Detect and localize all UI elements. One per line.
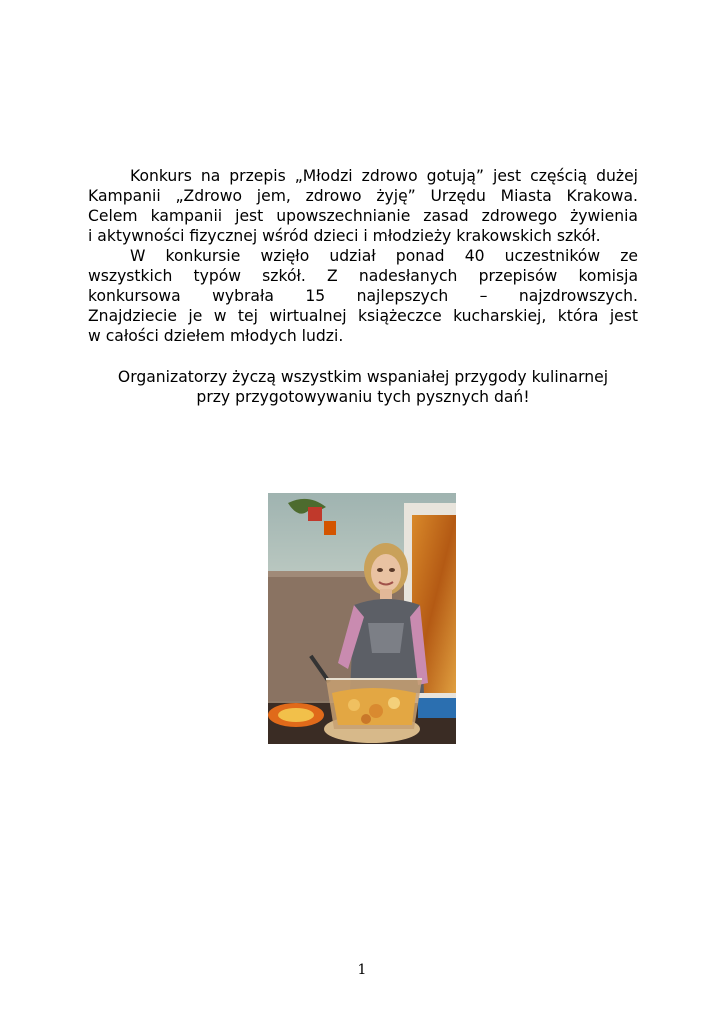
text-line: Kampanii „Zdrowo jem, zdrowo żyję” Urzędu Miasta Krakowa. [88, 187, 638, 205]
text-line: w całości dziełem młodych ludzi. [88, 327, 344, 345]
text-line: wszystkich typów szkół. Z nadesłanych przepisów komisja [88, 267, 638, 285]
text-line: przy przygotowywaniu tych pysznych dań! [196, 388, 530, 406]
text-line: i aktywności fizycznej wśród dzieci i młodzieży krakowskich szkół. [88, 227, 601, 245]
text-line: W konkursie wzięło udział ponad 40 uczestników ze [130, 247, 638, 265]
photo-girl-with-salad-icon [268, 493, 456, 744]
text-line: Znajdziecie je w tej wirtualnej książeczce kucharskiej, która jest [88, 307, 638, 325]
text-line: konkursowa wybrała 15 najlepszych – najzdrowszych. [88, 287, 638, 305]
text-line: Organizatorzy życzą wszystkim wspaniałej przygody kulinarnej [117, 368, 609, 386]
text-line: Konkurs na przepis „Młodzi zdrowo gotują” jest częścią dużej [130, 167, 638, 185]
text-line: Celem kampanii jest upowszechnianie zasad zdrowego żywienia [88, 207, 638, 225]
intro-paragraph [88, 166, 638, 246]
contest-paragraph [88, 246, 638, 346]
closing-wishes [88, 367, 638, 407]
page-number: 1 [357, 962, 367, 978]
